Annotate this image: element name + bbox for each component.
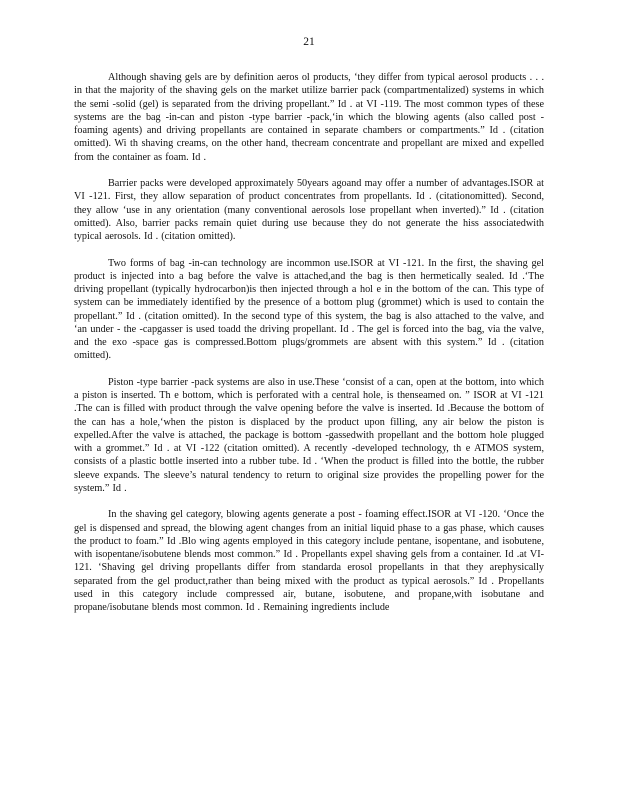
paragraph-piston-type: Piston -type barrier -pack systems are also in use.These ‘consist of a can, open at the bottom, into which a piston is inserted. Th e bottom, which is perforated with a central hole, is thenseamed on. ” ISOR at VI -121 .The can is filled with product through the valve opening before the valve is inserted. Id .Because the bottom of the can has a hole,‘when the piston is displaced by the product upon filling, any air below the piston is expelled.After the valve is attached, the package is bottom -gassedwith propellant and the bottom hole plugged with a grommet.” Id . at VI -122 (citation omitted). A recently -developed technology, th e ATMOS system, consists of a plastic bottle inserted into a rubber tube. Id . ‘When the product is filled into the bottle, the rubber sleeve expands. The sleeve’s natural tendency to return to original size provides the propelling power for the system.” Id . [74,376,544,494]
paragraph-shaving-gels: Although shaving gels are by definition aeros ol products, ‘they differ from typical aerosol products . . . in that the majority of the shaving gels on the market utilize barrier pack (compartmentalized) systems in which the semi -solid (gel) is separated from the driving propellant.” Id . at VI -119. The most common types of these systems are the bag -in-can and piston -type barrier -pack,‘in which the blowing agents (also called post - foaming agents) and driving propellants are contained in separate chambers or compartments.” Id . (citation omitted). Wi th shaving creams, on the other hand, thecream concentrate and propellant are mixed and expelled from the container as foam. Id . [74,72,544,163]
page-number: 21 [303,36,315,48]
paragraph-bag-in-can: Two forms of bag -in-can technology are incommon use.ISOR at VI -121. In the first, the shaving gel product is injected into a bag before the valve is attached,and the bag is then hermetically sealed. Id .‘The driving propellant (typically hydrocarbon)is then injected through a hol e in the bottom of the can. This type of system can be immediately identified by the presence of a bottom plug (grommet) which is used to contain the propellant.” Id . (citation omitted). In the second type of this system, the bag is also attached to the valve, and ‘an under - the -capgasser is used toadd the driving propellant. Id . The gel is forced into the bag, via the valve, and the exo -space gas is compressed.Bottom plugs/grommets are absent with this system.” Id . (citation omitted). [74,257,544,362]
paragraph-barrier-packs: Barrier packs were developed approximately 50years agoand may offer a number of advantages.ISOR at VI -121. First, they allow separation of product concentrates from propellants. Id . (citationomitted). Second, they allow ‘use in any orientation (many conventional aerosols lose propellant when inverted).” Id . (citation omitted). Also, barrier packs remain quiet during use because they do not generate the hiss associatedwith typical aerosols. Id . (citation omitted). [74,178,544,243]
paragraph-shaving-gel-category: In the shaving gel category, blowing agents generate a post - foaming effect.ISOR at VI -120. ‘Once the gel is dispensed and spread, the blowing agent changes from an initial liquid phase to a gas phase, which causes the product to foam.” Id .Blo wing agents employed in this category include pentane, isopentane, and isobutene, with isopentane/isobutene blends most common.” Id . Propellants expel shaving gels from a container. Id .at VI- 121. ‘Shaving gel driving propellants differ from standarda erosol propellants in that they arephysically separated from the gel product,rather than being mixed with the product as typical aerosols.” Id . Propellants used in this category include compressed air, butane, isobutene, and propane,with isobutane and propane/isobutane blends most common. Id . Remaining ingredients include [74,509,544,614]
body-text [74,71,544,628]
